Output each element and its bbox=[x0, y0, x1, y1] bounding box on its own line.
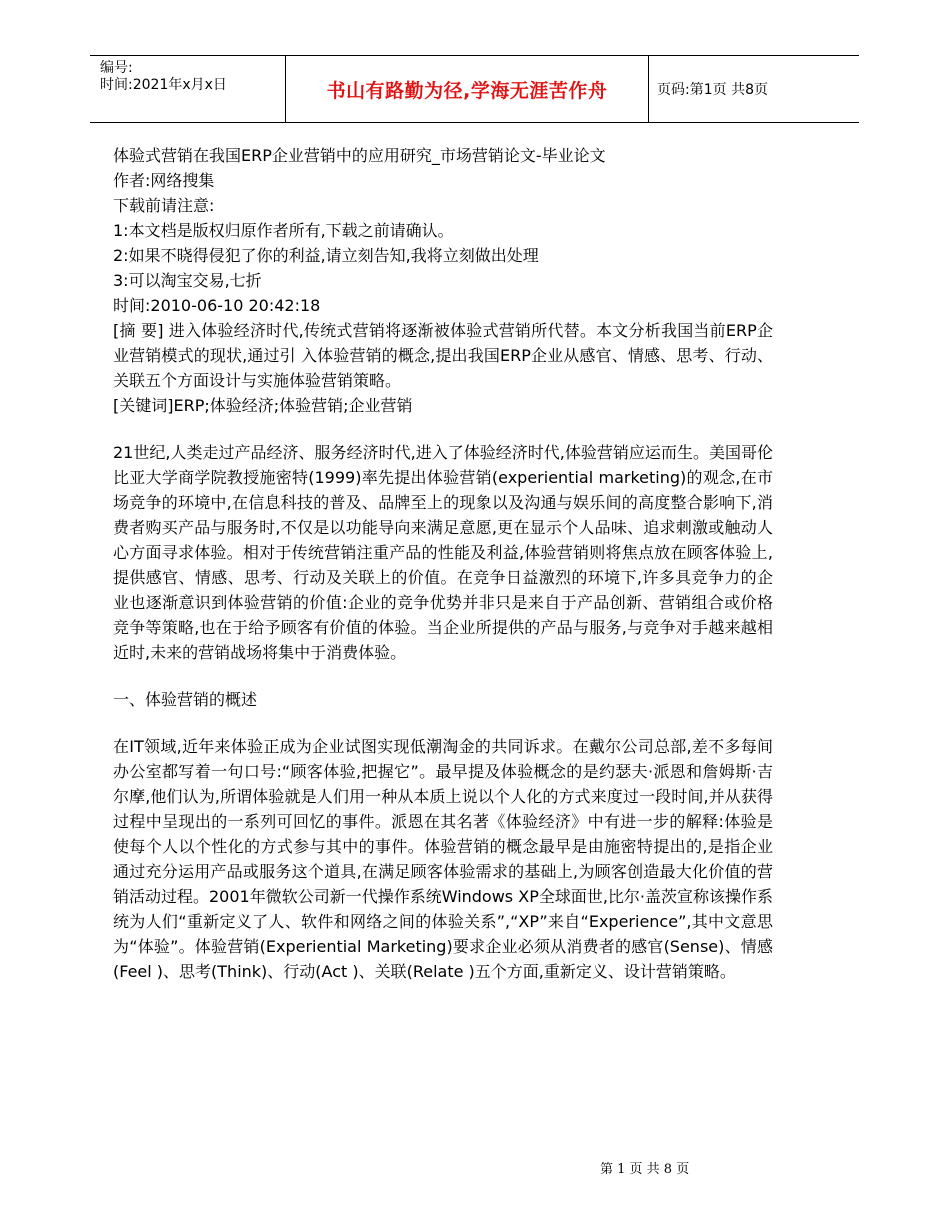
doc-number-label: 编号: bbox=[100, 60, 133, 76]
article-timestamp: 时间:2010-06-10 20:42:18 bbox=[113, 296, 321, 315]
notice-item: 2:如果不晓得侵犯了你的利益,请立刻告知,我将立刻做出处理 bbox=[113, 246, 539, 265]
abstract: [摘 要] 进入体验经济时代,传统式营销将逐渐被体验式营销所代替。本文分析我国当前ERP企业营销模式的现状,通过引 入体验营销的概念,提出我国ERP企业从感官、情感、思考、行动、关联五个方面设计与实施体验营销策略。 bbox=[113, 321, 773, 390]
article-body bbox=[113, 143, 773, 984]
page-header bbox=[90, 55, 859, 123]
header-page-number: 页码:第1页 共8页 bbox=[657, 82, 768, 98]
header-motto: 书山有路勤为径,学海无涯苦作舟 bbox=[286, 56, 649, 122]
article-author: 作者:网络搜集 bbox=[113, 171, 215, 190]
section-heading: 一、体验营销的概述 bbox=[113, 690, 258, 709]
body-paragraph: 在IT领域,近年来体验正成为企业试图实现低潮淘金的共同诉求。在戴尔公司总部,差不多每间办公室都写着一句口号:“顾客体验,把握它”。最早提及体验概念的是约瑟夫·派恩和詹姆斯·吉尔摩,他们认为,所谓体验就是人们用一种从本质上说以个人化的方式来度过一段时间,并从获得过程中呈现出的一系列可回忆的事件。派恩在其名著《体验经济》中有进一步的解释:体验是使每个人以个性化的方式参与其中的事件。体验营销的概念最早是由施密特提出的,是指企业通过充分运用产品或服务这个道具,在满足顾客体验需求的基础上,为顾客创造最大化价值的营销活动过程。2001年微软公司新一代操作系统Windows XP全球面世,比尔·盖茨宣称该操作系统为人们“重新定义了人、软件和网络之间的体验关系”,“XP”来自“Experience”,其中文意思为“体验”。体验营销(Experiential Marketing)要求企业必须从消费者的感官(Sense)、情感(Feel )、思考(Think)、行动(Act )、关联(Relate )五个方面,重新定义、设计营销策略。 bbox=[113, 737, 774, 981]
header-time: 时间:2021年x月x日 bbox=[100, 77, 227, 93]
notice-item: 3:可以淘宝交易,七折 bbox=[113, 271, 262, 290]
notice-item: 1:本文档是版权归原作者所有,下载之前请确认。 bbox=[113, 221, 454, 240]
keywords: [关键词]ERP;体验经济;体验营销;企业营销 bbox=[113, 396, 413, 415]
page-footer: 第 1 页 共 8 页 bbox=[600, 1162, 690, 1177]
header-meta-cell bbox=[90, 56, 286, 122]
body-paragraph: 21世纪,人类走过产品经济、服务经济时代,进入了体验经济时代,体验营销应运而生。美国哥伦比亚大学商学院教授施密特(1999)率先提出体验营销(experiential marketing)的观念,在市场竞争的环境中,在信息科技的普及、品牌至上的现象以及沟通与娱乐间的高度整合影响下,消费者购买产品与服务时,不仅是以功能导向来满足意愿,更在显示个人品味、追求刺激或触动人心方面寻求体验。相对于传统营销注重产品的性能及利益,体验营销则将焦点放在顾客体验上,提供感官、情感、思考、行动及关联上的价值。在竞争日益激烈的环境下,许多具竞争力的企业也逐渐意识到体验营销的价值:企业的竞争优势并非只是来自于产品创新、营销组合或价格竞争等策略,也在于给予顾客有价值的体验。当企业所提供的产品与服务,与竞争对手越来越相近时,未来的营销战场将集中于消费体验。 bbox=[113, 443, 773, 662]
notice-heading: 下载前请注意: bbox=[113, 196, 215, 215]
article-title: 体验式营销在我国ERP企业营销中的应用研究_市场营销论文-毕业论文 bbox=[113, 146, 606, 165]
